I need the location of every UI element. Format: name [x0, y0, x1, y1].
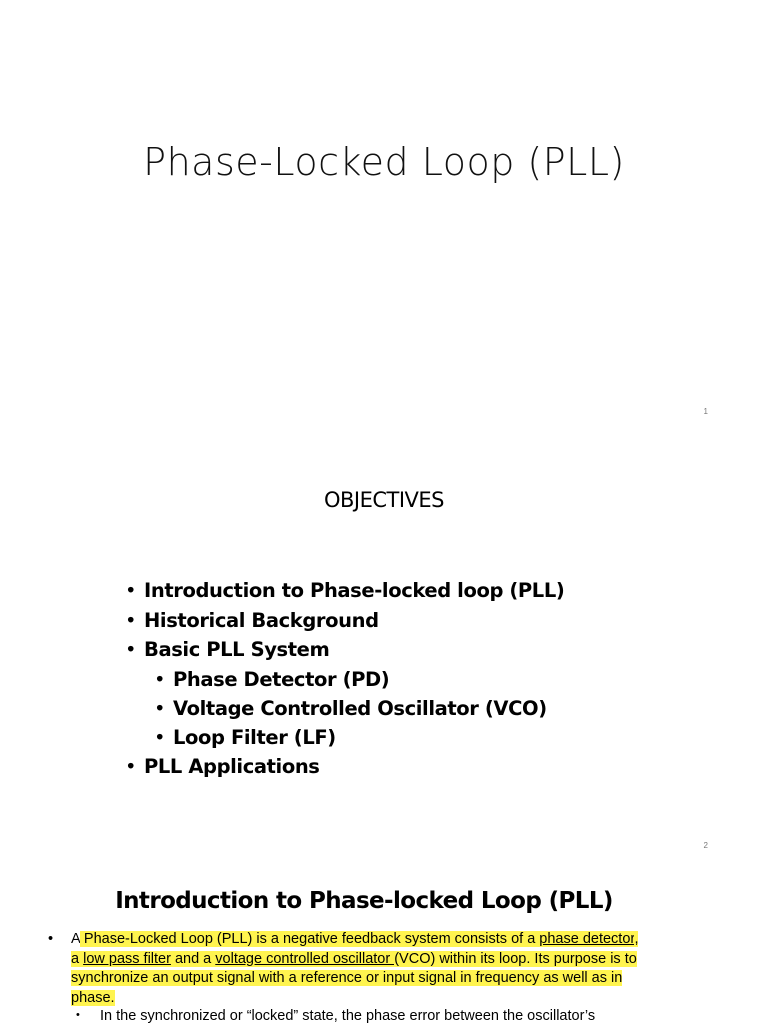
- bullet-icon: •: [125, 608, 137, 632]
- objective-item: • PLL Applications: [125, 752, 564, 782]
- bullet-icon: •: [125, 754, 137, 778]
- objective-subitem: • Voltage Controlled Oscillator (VCO): [125, 694, 564, 723]
- objectives-list: [125, 576, 564, 781]
- bullet-icon: •: [76, 1009, 80, 1021]
- slide-title: Introduction to Phase-locked Loop (PLL): [115, 888, 613, 914]
- bullet-icon: •: [125, 638, 137, 661]
- objective-item: • Basic PLL System: [125, 635, 564, 665]
- slide-2: [0, 433, 768, 866]
- bullet-icon: •: [125, 579, 137, 602]
- slide-3: [0, 866, 768, 1024]
- slide-title: Phase-Locked Loop (PLL): [143, 140, 625, 184]
- page-number: 2: [703, 841, 708, 850]
- objective-item: • Historical Background: [125, 606, 564, 636]
- page-number: 1: [703, 407, 708, 416]
- intro-text: A Phase-Locked Loop (PLL) is a negative feedback system consists of a phase detector, a low pass filter and a voltage controlled oscillator (VCO) within its loop. Its purpose is to synchronize an output signal with a reference or input signal in frequency as well as in phase.: [71, 931, 639, 1006]
- slide-title: OBJECTIVES: [323, 488, 445, 512]
- objective-subitem: • Loop Filter (LF): [125, 723, 564, 752]
- bullet-icon: •: [154, 696, 166, 720]
- sub-bullet: • In the synchronized or “locked” state, the phase error between the oscillator’s: [76, 1008, 596, 1024]
- bullet-icon: •: [154, 725, 166, 749]
- objective-item: • Introduction to Phase-locked loop (PLL): [125, 576, 564, 606]
- slide-1: [0, 0, 768, 433]
- intro-bullet: [48, 930, 648, 1008]
- objective-subitem: • Phase Detector (PD): [125, 665, 564, 694]
- bullet-icon: •: [48, 931, 54, 947]
- bullet-icon: •: [154, 667, 166, 691]
